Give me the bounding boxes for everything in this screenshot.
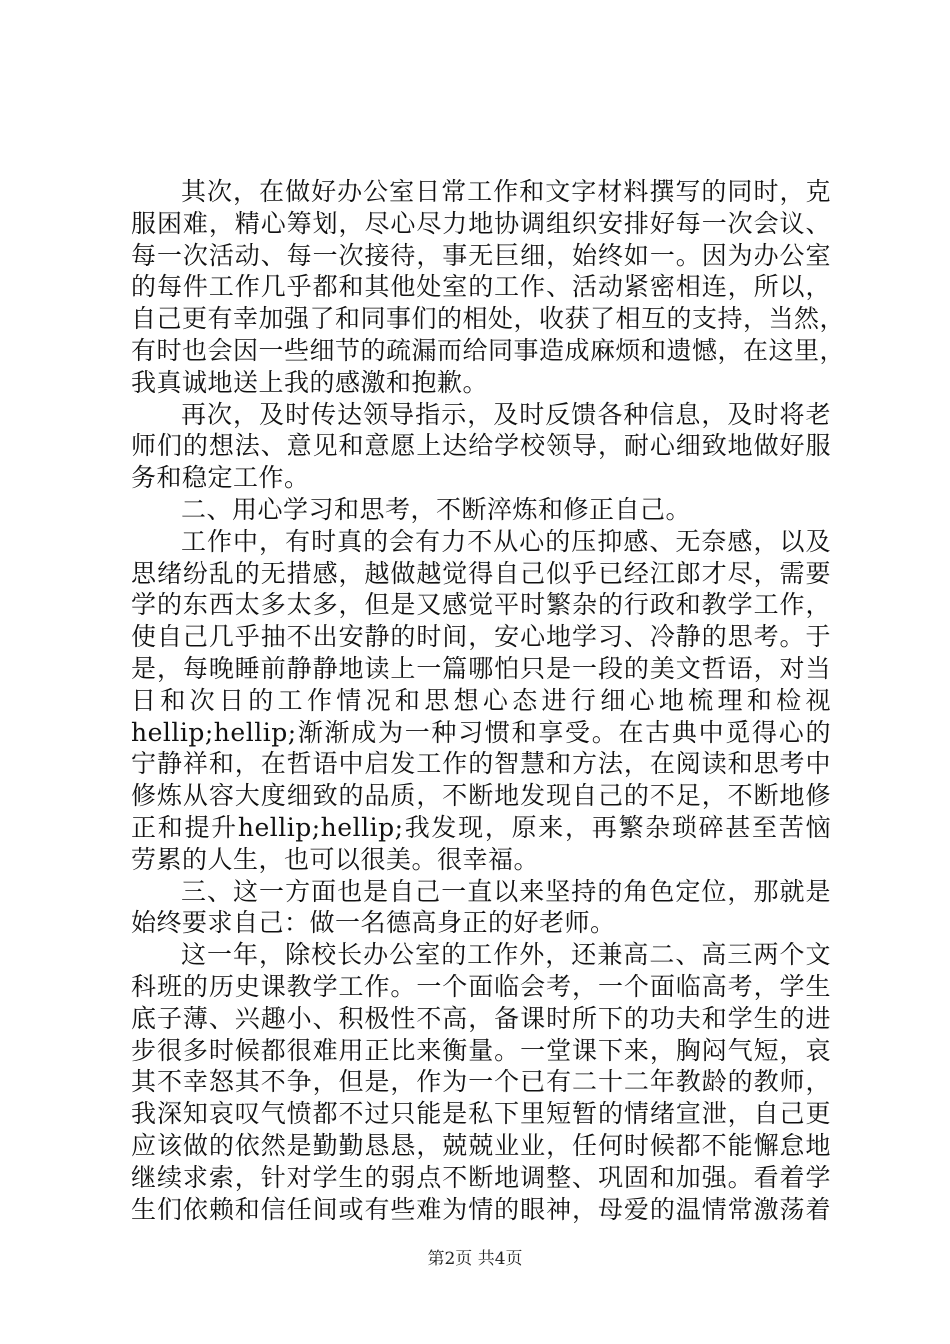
text-line: 使自己几乎抽不出安静的时间，安心地学习、冷静的思考。于 (131, 622, 831, 652)
text-line: 每一次活动、每一次接待，事无巨细，始终如一。因为办公室 (131, 240, 831, 270)
text-line: 正和提升hellip;hellip;我发现，原来，再繁杂琐碎甚至苦恼 (131, 812, 831, 842)
text-line: 这一年，除校长办公室的工作外，还兼高二、高三两个文 (181, 940, 831, 970)
text-line: 生们依赖和信任间或有些难为情的眼神，母爱的温情常激荡着 (131, 1194, 831, 1224)
text-line: 自己更有幸加强了和同事们的相处，收获了相互的支持，当然， (131, 304, 846, 334)
text-line: 我深知哀叹气愤都不过只能是私下里短暂的情绪宣泄，自己更 (131, 1099, 831, 1129)
text-line: 宁静祥和，在哲语中启发工作的智慧和方法，在阅读和思考中 (131, 749, 831, 779)
text-line: 科班的历史课教学工作。一个面临会考，一个面临高考，学生 (131, 971, 831, 1001)
text-line: 其次，在做好办公室日常工作和文字材料撰写的同时，克 (181, 177, 831, 206)
text-line: 三、这一方面也是自己一直以来坚持的角色定位，那就是 (181, 876, 831, 906)
text-line: 修炼从容大度细致的品质，不断地发现自己的不足，不断地修 (131, 781, 831, 811)
text-line: 其不幸怒其不争，但是，作为一个已有二十二年教龄的教师， (131, 1067, 831, 1097)
text-line: 是，每晚睡前静静地读上一篇哪怕只是一段的美文哲语，对当 (131, 653, 831, 683)
text-line: 服困难，精心筹划，尽心尽力地协调组织安排好每一次会议、 (131, 208, 831, 238)
page-footer: 第2页 共4页 (427, 1249, 523, 1269)
text-line: 日和次日的工作情况和思想心态进行细心地梳理和检视 (131, 685, 831, 715)
text-line: 务和稳定工作。 (131, 463, 310, 493)
text-line: 始终要求自己：做一名德高身正的好老师。 (131, 908, 616, 938)
text-line: 学的东西太多太多，但是又感觉平时繁杂的行政和教学工作， (131, 590, 831, 620)
text-line: 劳累的人生，也可以很美。很幸福。 (131, 844, 540, 874)
text-line: 师们的想法、意见和意愿上达给学校领导，耐心细致地做好服 (131, 431, 831, 461)
text-line: 的每件工作几乎都和其他处室的工作、活动紧密相连，所以， (131, 272, 831, 302)
text-line: 继续求索，针对学生的弱点不断地调整、巩固和加强。看着学 (131, 1162, 831, 1192)
text-line: 工作中，有时真的会有力不从心的压抑感、无奈感，以及 (181, 526, 831, 556)
text-line: 应该做的依然是勤勤恳恳，兢兢业业，任何时候都不能懈怠地 (131, 1130, 831, 1160)
text-line: 二、用心学习和思考，不断淬炼和修正自己。 (181, 494, 692, 524)
text-line: 思绪纷乱的无措感，越做越觉得自己似乎已经江郎才尽，需要 (131, 558, 831, 588)
text-line: 有时也会因一些细节的疏漏而给同事造成麻烦和遗憾，在这里， (131, 335, 846, 365)
text-line: 再次，及时传达领导指示，及时反馈各种信息，及时将老 (181, 399, 831, 429)
text-line: 步很多时候都很难用正比来衡量。一堂课下来，胸闷气短，哀 (131, 1035, 831, 1065)
document-body (131, 176, 846, 1225)
text-line: hellip;hellip;渐渐成为一种习惯和享受。在古典中觅得心的 (131, 717, 831, 747)
text-line: 我真诚地送上我的感激和抱歉。 (131, 367, 489, 397)
text-line: 底子薄、兴趣小、积极性不高，备课时所下的功夫和学生的进 (131, 1003, 831, 1033)
